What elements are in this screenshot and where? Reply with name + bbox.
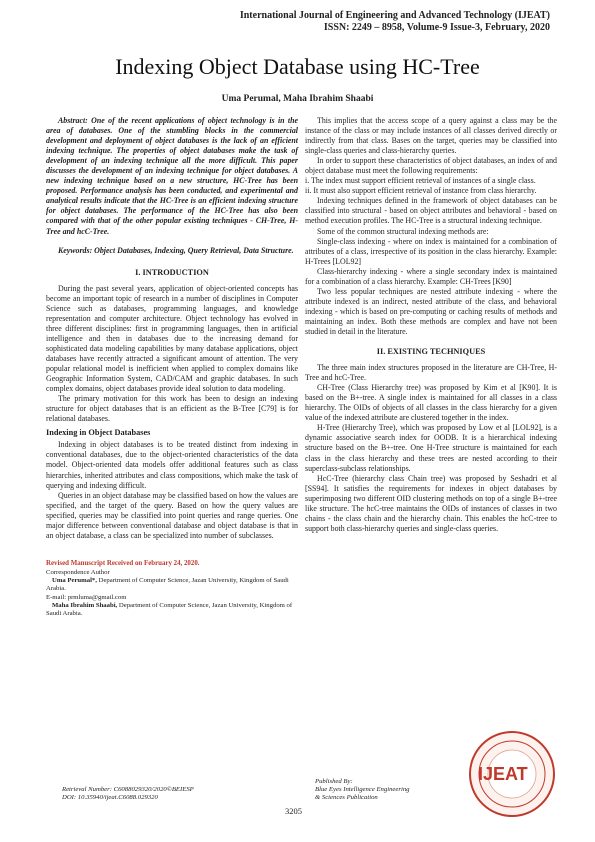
author-1-note bbox=[46, 577, 298, 594]
paper-title: Indexing Object Database using HC-Tree bbox=[115, 54, 480, 79]
right-paragraph-1: This implies that the access scope of a query against a class may be the instance of the class or may include instances of all classes derived directly or indirectly from that class. Bases on the target, queries may be classified into single-class queries and class-hierarchy queries. bbox=[305, 116, 557, 156]
indexing-paragraph-2: Queries in an object database may be classified based on how the values are specified, and the target of the query. Based on how the query values are specified, queries may be classified into point queries and range queries. One major difference between conventional database and object database is that in an object database, a class can be specialized into number of subclasses. bbox=[46, 490, 298, 540]
right-paragraph-4: Some of the common structural indexing methods are: bbox=[317, 226, 489, 236]
existing-paragraph-3: H-Tree (Hierarchy Tree), which was proposed by Low et al [LOL92], is a dynamic associative search index for OODB. It is a hierarchical indexing structure based on the B+-tree. One H-Tree structure is maintained for each class in the class hierarchy and these trees are nested according to their superclass-subclass relationships. bbox=[305, 423, 557, 473]
right-paragraph-6: Class-hierarchy indexing - where a single secondary index is maintained for a combination of a class hierarchy. Example: CH-Trees [K90] bbox=[305, 266, 557, 286]
intro-paragraph-1: During the past several years, application of object-oriented concepts has become an important topic of research in a number of disciplines in Computer Science such as databases, programming languages, and knowledge representation and computer architecture. Object technology has evolved in three different disciplines: first in programming languages, then in artificial intelligence and then in databases due to the increasing demand for sophisticated data modeling capabilities by many database applications, object databases have recently attracted a significant amount of attention. The very popular relational model is inefficient when applied to complex domains like Geographic Information System, CAD/CAM and graphic databases. In such complex domains, object databases provide ideal solution to data modeling. bbox=[46, 283, 298, 394]
author-2-affiliation: Department of Computer Science, Jazan University, Kingdom of Saudi Arabia. bbox=[46, 602, 293, 618]
subsection-indexing-heading: Indexing in Object Databases bbox=[46, 428, 151, 438]
intro-paragraph-2: The primary motivation for this work has been to design an indexing structure for object databases that is an efficient as the B-Tree [C79] is for relational databases. bbox=[46, 394, 298, 424]
right-paragraph-5: Single-class indexing - where on index is maintained for a combination of attributes of a class, irrespective of its position in the class hierarchy. Example: H-Trees [LOL92] bbox=[305, 236, 557, 266]
retrieval-number: Retrieval Number: C6088029320/2020©BEIESP bbox=[62, 786, 194, 793]
publisher-block bbox=[315, 778, 410, 803]
author-2-note bbox=[46, 602, 298, 619]
indexing-paragraph-1: Indexing in object databases is to be treated distinct from indexing in conventional databases, due to the object-oriented characteristics of the data model. Object-oriented data models offer additional features such as class hierarchies, inherited attributes and class compositions, which make the task of querying and indexing difficult. bbox=[46, 440, 298, 490]
section-existing-heading: II. EXISTING TECHNIQUES bbox=[376, 347, 486, 357]
issn-header: ISSN: 2249 – 8958, Volume-9 Issue-3, February, 2020 bbox=[323, 22, 550, 33]
received-note: Revised Manuscript Received on February 24, 2020. bbox=[46, 559, 200, 567]
author-1-affiliation: Department of Computer Science, Jazan University, Kingdom of Saudi Arabia. bbox=[46, 577, 289, 593]
keywords: Keywords: Object Databases, Indexing, Query Retrieval, Data Structure. bbox=[58, 245, 294, 255]
author-2-name: Maha Ibrahim Shaabi, bbox=[52, 602, 118, 610]
publisher-line-2: & Sciences Publication bbox=[315, 794, 378, 802]
journal-header: International Journal of Engineering and Advanced Technology (IJEAT) bbox=[239, 10, 550, 21]
logo-text: IJEAT bbox=[478, 764, 528, 784]
right-column bbox=[305, 116, 557, 534]
requirement-1: i. The index must support efficient retrieval of instances of a single class. bbox=[305, 176, 536, 186]
existing-paragraph-4: HcC-Tree (hierarchy class Chain tree) was proposed by Seshadri et al [SS94]. It satisfies the requirements for indexes in object databases by superimposing two different OID clustering methods on top of a single B+-tree like structure. The hcC-tree maintains the OIDs of instances of classes in two chains - the class chain and the hierarchy chain. This enables the hcC-tree to support both class-hierarchy queries and single-class queries. bbox=[305, 473, 557, 533]
published-by: Published By: bbox=[315, 778, 353, 785]
requirement-2: ii. It must also support efficient retrieval of instance from class hierarchy. bbox=[305, 186, 537, 196]
section-introduction-heading: I. INTRODUCTION bbox=[135, 267, 209, 277]
existing-paragraph-1: The three main index structures proposed in the literature are CH-Tree, H-Tree and hcC-Tree. bbox=[305, 363, 557, 383]
page-number: 3205 bbox=[285, 806, 302, 816]
correspondence-note: Correspondence Author bbox=[46, 568, 110, 576]
right-paragraph-3: Indexing techniques defined in the framework of object databases can be classified into structural - based on object attributes and behavioral - based on method execution profiles. The HC-Tree is a structural indexing technique. bbox=[305, 196, 557, 226]
publisher-line-1: Blue Eyes Intelligence Engineering bbox=[315, 786, 410, 794]
right-paragraph-7: Two less popular techniques are nested attribute indexing - where the attribute indexed is an indirect, nested attribute of the class, and behavioral indexing - which is based on pre-computing or caching results of methods and maintaining an index. Both these methods are complex and have not been studied in detail in the literature. bbox=[305, 286, 557, 336]
footer-left bbox=[62, 786, 194, 802]
footnote-block bbox=[46, 559, 298, 619]
author-1-name: Uma Perumal*, bbox=[52, 577, 97, 585]
author-1-email: E-mail: prmluma@gmail.com bbox=[46, 593, 127, 601]
existing-paragraph-2: CH-Tree (Class Hierarchy tree) was proposed by Kim et al [K90]. It is based on the B+-tree. A single index is maintained for all classes in a class hierarchy. The OIDs of objects of all classes in the class hierarchy for a given value of the indexed attribute are clustered together in the index. bbox=[305, 383, 557, 423]
doi: DOI: 10.35940/ijeat.C6088.029320 bbox=[62, 794, 158, 802]
authors: Uma Perumal, Maha Ibrahim Shaabi bbox=[221, 94, 374, 104]
right-paragraph-2: In order to support these characteristics of object databases, an index of and object database must meet the following requirements: bbox=[305, 156, 557, 176]
left-column bbox=[46, 116, 298, 619]
abstract: Abstract: One of the recent applications of object technology is in the area of databases. One of the stumbling blocks in the commercial development and deployment of object databases is the lack of an efficient indexing technique. The properties of object databases make the task of development of an indexing technique all the more difficult. This paper discusses the development of an indexing technique for object databases. A new indexing technique based on a new structure, HC-Tree has been proposed. Performance analysis has been conducted, and experimental and analytical results indicate that the HC-Tree is an efficient indexing structure for object databases. The performance of the HC-Tree has also been compared with that of the other popular existing techniques - CH-Tree, H-Tree and hcC-Tree. bbox=[46, 116, 298, 236]
